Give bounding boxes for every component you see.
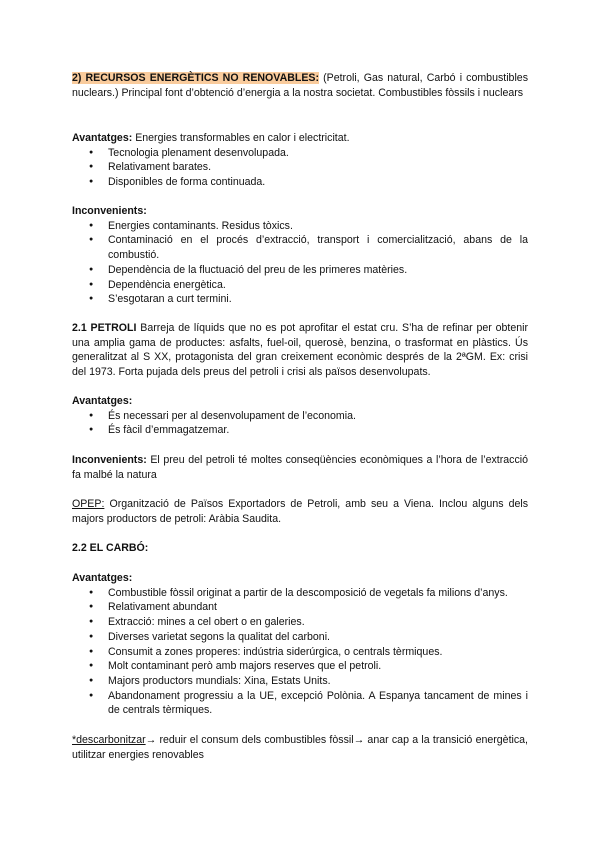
opep-label: OPEP: bbox=[72, 498, 105, 510]
list-item: ● Relativament abundant bbox=[72, 600, 528, 615]
avantatges-list bbox=[72, 409, 528, 438]
avantatges-text: Energies transformables en calor i electricitat. bbox=[132, 132, 350, 144]
inconvenients-list bbox=[72, 219, 528, 307]
carbo-avantatges bbox=[72, 571, 528, 718]
avantatges-list bbox=[72, 146, 528, 190]
carbo-heading-block bbox=[72, 541, 528, 556]
petroli-avantatges bbox=[72, 394, 528, 438]
list-item: ● Abandonament progressiu a la UE, excepció Polònia. A Espanya tancament de mines i de centrals tèrmiques. bbox=[72, 689, 528, 718]
list-item: ● Extracció: mines a cel obert o en galeries. bbox=[72, 615, 528, 630]
list-item: ● Disponibles de forma continuada. bbox=[72, 175, 528, 190]
list-item: ● Consumit a zones properes: indústria siderúrgica, o centrals tèrmiques. bbox=[72, 645, 528, 660]
list-item: ● Contaminació en el procés d’extracció, transport i comercialització, abans de la combustió. bbox=[72, 233, 528, 262]
inconvenients-label: Inconvenients: bbox=[72, 454, 147, 466]
opep-text: Organització de Països Exportadors de Petroli, amb seu a Viena. Inclou alguns dels majors productors de petroli: Aràbia Saudita. bbox=[72, 498, 528, 525]
list-item: ● Dependència energètica. bbox=[72, 278, 528, 293]
avantatges-list bbox=[72, 586, 528, 718]
list-item: ● Combustible fòssil originat a partir de la descomposició de vegetals fa milions d’anys. bbox=[72, 586, 528, 601]
list-item: ● Molt contaminant però amb majors reserves que el petroli. bbox=[72, 659, 528, 674]
list-item: ● Tecnologia plenament desenvolupada. bbox=[72, 146, 528, 161]
opep-paragraph bbox=[72, 497, 528, 526]
list-item: ● Energies contaminants. Residus tòxics. bbox=[72, 219, 528, 234]
carbo-heading: 2.2 EL CARBÓ: bbox=[72, 542, 149, 554]
section-intro-text: (Petroli, Gas natural, Carbó i combustibles nuclears.) Principal font d’obtenció d’energia a la nostra societat. Combustibles fòssils i nuclears bbox=[72, 72, 528, 99]
avantatges-label: Avantatges: bbox=[72, 395, 133, 407]
note-label: *descarbonitzar bbox=[72, 734, 146, 746]
note-text: → reduir el consum dels combustibles fòssil→ anar cap a la transició energètica, utilitzar energies renovables bbox=[72, 734, 528, 761]
avantatges-label: Avantatges: bbox=[72, 572, 133, 584]
inconvenients-label: Inconvenients: bbox=[72, 205, 147, 217]
section-avantatges bbox=[72, 131, 528, 190]
petroli-heading: 2.1 PETROLI bbox=[72, 322, 137, 334]
list-item: ● És necessari per al desenvolupament de l’economia. bbox=[72, 409, 528, 424]
list-item: ● S’esgotaran a curt termini. bbox=[72, 292, 528, 307]
avantatges-label: Avantatges: bbox=[72, 132, 133, 144]
section-heading: 2) RECURSOS ENERGÈTICS NO RENOVABLES: bbox=[72, 72, 319, 84]
list-item: ● Majors productors mundials: Xina, Estats Units. bbox=[72, 674, 528, 689]
list-item: ● És fàcil d’emmagatzemar. bbox=[72, 423, 528, 438]
petroli-paragraph bbox=[72, 321, 528, 380]
list-item: ● Diverses varietat segons la qualitat del carboni. bbox=[72, 630, 528, 645]
petroli-text: Barreja de líquids que no es pot aprofitar el estat cru. S’ha de refinar per obtenir una amplia gama de productes: asfalts, fuel-oil, querosè, benzina, o trasformat en plàstics. Ús generalitzat al S XX, protagonista del gran creixement econòmic després de la 2ªGM. Ex: crisi del 1973. Forta pujada dels preus del petroli i crisi als països desenvolupats. bbox=[72, 322, 529, 379]
section-inconvenients bbox=[72, 204, 528, 307]
list-item: ● Dependència de la fluctuació del preu de les primeres matèries. bbox=[72, 263, 528, 278]
list-item: ● Relativament barates. bbox=[72, 160, 528, 175]
inconvenients-text: El preu del petroli té moltes conseqüències econòmiques a l’hora de l’extracció fa malbé la natura bbox=[72, 454, 528, 481]
descarbonitzar-note bbox=[72, 733, 528, 762]
petroli-inconvenients bbox=[72, 453, 528, 482]
section-no-renovables-intro bbox=[72, 71, 528, 100]
